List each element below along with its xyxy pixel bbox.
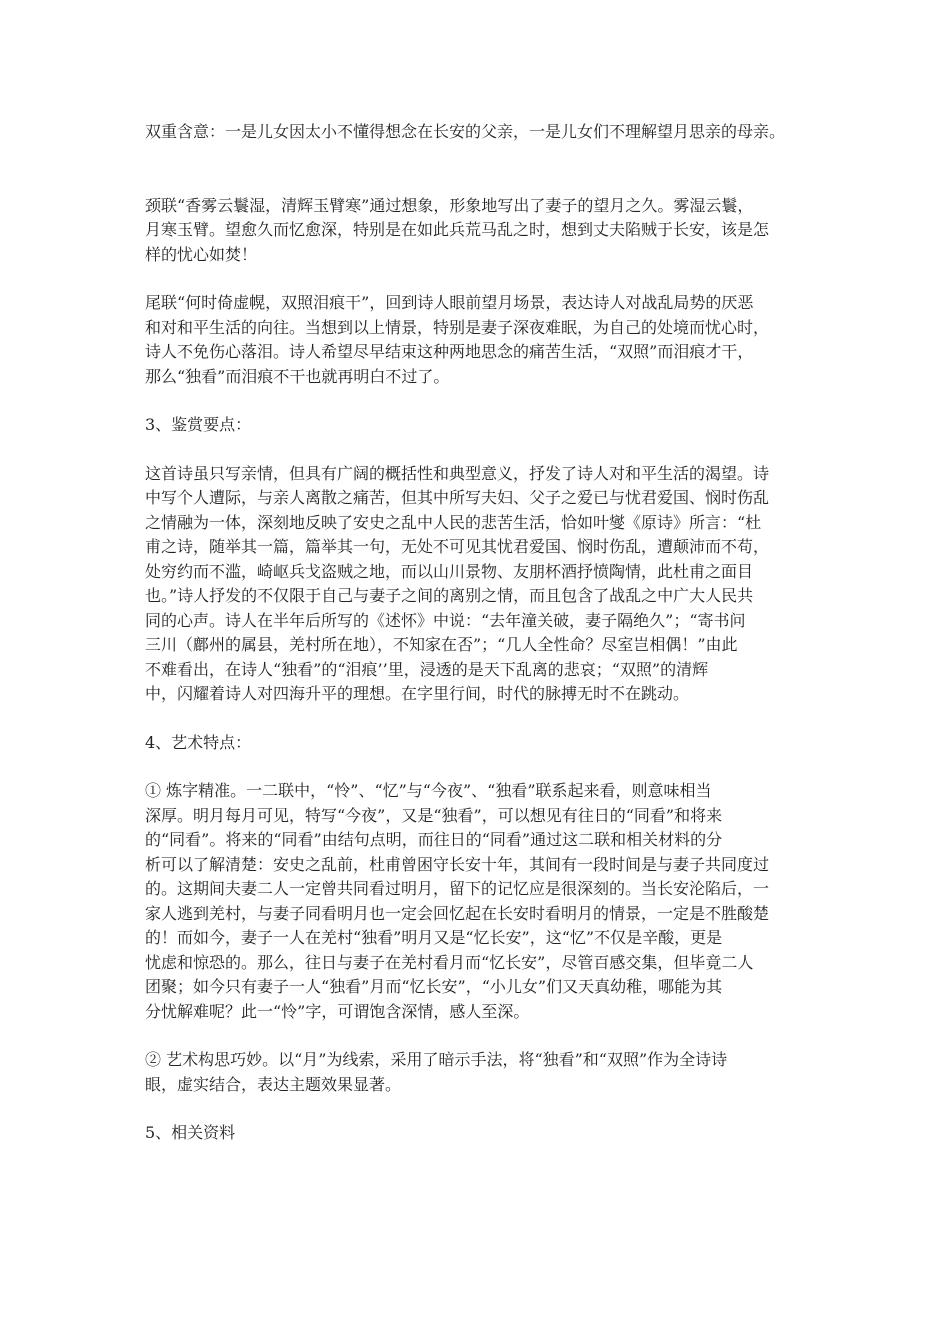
paragraph-spacer xyxy=(145,438,810,462)
paragraph-spacer xyxy=(145,145,810,194)
paragraph-neck-couplet: 颈联“香雾云鬟湿，清辉玉臂寒”通过想象，形象地写出了妻子的望月之久。雾湿云鬟， 月寒玉臂。望愈久而忆愈深，特别是在如此兵荒马乱之时，想到丈夫陷贼于长安，该是怎 样的忧心如焚！ xyxy=(145,195,770,264)
paragraph-art-feature-2: ② 艺术构思巧妙。以“月”为线索，采用了暗示手法，将“独看”和“双照”作为全诗诗 眼，虚实结合，表达主题效果显著。 xyxy=(145,1050,728,1094)
paragraph-tail-couplet: 尾联“何时倚虚幌，双照泪痕干”，回到诗人眼前望月场景，表达诗人对战乱局势的厌恶 和对和平生活的向往。当想到以上情景，特别是妻子深夜难眠，为自己的处境而忧心时， 诗人不免伤心落泪。诗人希望尽早结束这种两地思念的痛苦生活，“双照”而泪痕才干， 那么“独看”而泪痕不干也就再明白不过了。 xyxy=(145,293,770,386)
paragraph-art-feature-1: ① 炼字精准。一二联中，“怜”、“忆”与“今夜”、“独看”联系起来看，则意味相当 深厚。明月每月可见，特写“今夜”，又是“独看”，可以想见有往日的“同看”和将来 的“同看”。将来的“同看”由结句点明，而往日的“同看”通过这二联和相关材料的分 析可以了解清楚：安史之乱前，杜甫曾困守长安十年，其间有一段时间是与妻子共同度过 的。这期间夫妻二人一定曾共同看过明月，留下的记忆应是很深刻的。当长安沦陷后，一 家人逃到羌村，与妻子同看明月也一定会回忆起在长安时看明月的情景，一定是不胜酸楚 的！而如今，妻子一人在羌村“独看”明月又是“忆长安”，这“忆”不仅是辛酸，更是 忧虑和惊恐的。那么，往日与妻子在羌村看月而“忆长安”，尽管百感交集，但毕竟二人 团聚；如今只有妻子一人“独看”月而“忆长安”，“小儿女”们又天真幼稚，哪能为其 分忧解难呢？此一“怜”字，可谓饱含深情，感人至深。 xyxy=(145,781,770,1021)
paragraph-spacer xyxy=(145,1097,810,1121)
paragraph-spacer xyxy=(145,389,810,413)
paragraph-spacer xyxy=(145,1024,810,1048)
paragraph-double-meaning: 双重含意：一是儿女因太小不懂得想念在长安的父亲，一是儿女们不理解望月思亲的母亲。 xyxy=(145,122,786,141)
paragraph-appreciation: 这首诗虽只写亲情，但具有广阔的概括性和典型意义，抒发了诗人对和平生活的渴望。诗 中写个人遭际，与亲人离散之痛苦，但其中所写夫妇、父子之爱已与忧君爱国、悯时伤乱 之情融为一体，深刻地反映了安史之乱中人民的悲苦生活，恰如叶燮《原诗》所言：“杜 甫之诗，随举其一篇，篇举其一句，无处不可见其忧君爱国、悯时伤乱，遭颠沛而不苟， 处穷约而不滥，崎岖兵戈盗贼之地，而以山川景物、友朋杯酒抒愤陶情，此杜甫之面目 也。”诗人抒发的不仅限于自己与妻子之间的离别之情，而且包含了战乱之中广大人民共 同的心声。诗人在半年后所写的《述怀》中说：“去年潼关破，妻子隔绝久”；“寄书问 三川（鄜州的属县，羌村所在地），不知家在否”；“几人全性命？尽室岂相偶！”由此 不难看出，在诗人“独看”的“泪痕’’里，浸透的是天下乱离的悲哀；“双照”的清辉 中，闪耀着诗人对四海升平的理想。在字里行间，时代的脉搏无时不在跳动。 xyxy=(145,463,770,703)
paragraph-spacer xyxy=(145,707,810,731)
paragraph-spacer xyxy=(145,755,810,779)
document-body xyxy=(145,120,810,1146)
section-heading-art-features: 4、艺术特点： xyxy=(145,732,252,752)
paragraph-spacer xyxy=(145,267,810,291)
section-heading-appreciation: 3、鉴赏要点： xyxy=(145,415,252,434)
section-heading-related-materials: 5、相关资料 xyxy=(145,1123,236,1142)
